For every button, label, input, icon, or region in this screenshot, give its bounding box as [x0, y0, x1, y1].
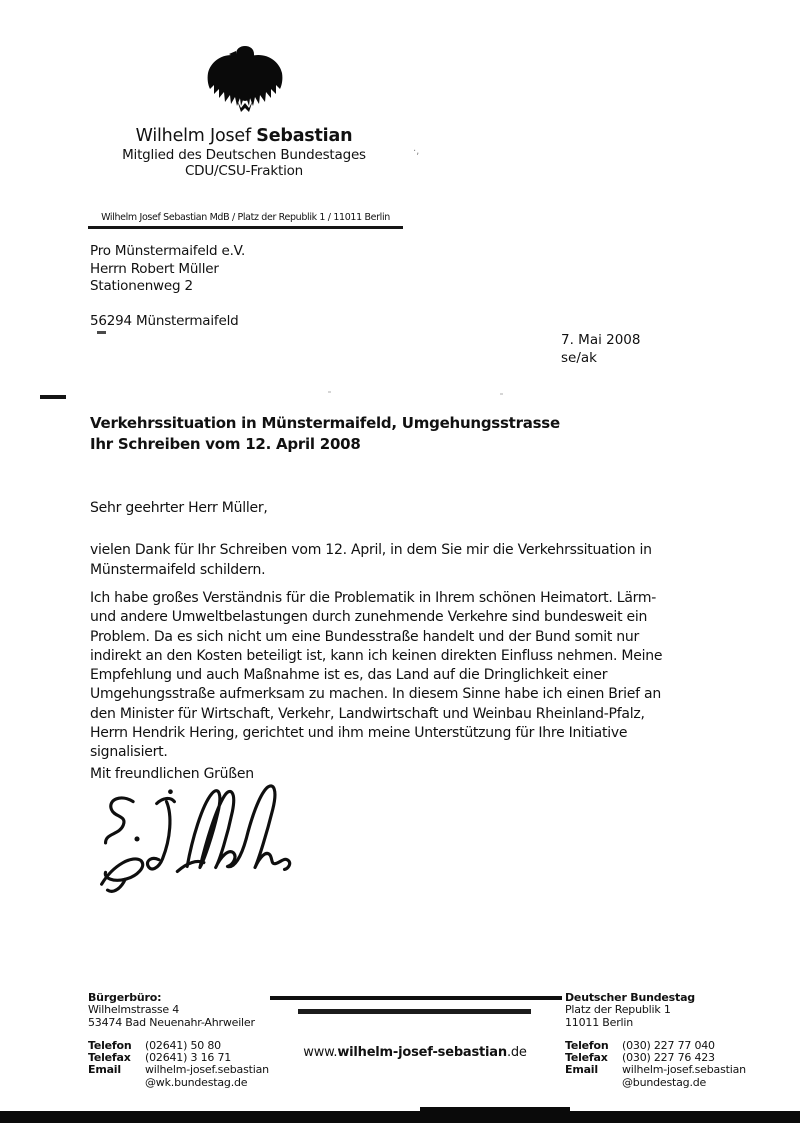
footer-bundestag-street: Platz der Republik 1 — [565, 1003, 671, 1017]
footer-divider-bar-bottom — [298, 1009, 531, 1014]
phone-label: Telefon — [88, 1038, 132, 1052]
footer-divider-bar-top — [270, 996, 562, 1000]
scan-speck — [328, 391, 331, 393]
sender-first-names: Wilhelm Josef — [135, 126, 257, 146]
sender-faction: CDU/CSU-Fraktion — [184, 163, 304, 179]
phone-label: Telefon — [565, 1038, 609, 1052]
letter-reference: se/ak — [561, 350, 597, 366]
recipient-city: 56294 Münstermaifeld — [90, 313, 239, 329]
recipient-address: Pro Münstermaifeld e.V. Herrn Robert Müller Stationenweg 2 — [90, 243, 246, 294]
date-block — [561, 331, 641, 367]
fax-label: Telefax — [88, 1051, 131, 1065]
salutation: Sehr geehrter Herr Müller, — [90, 500, 268, 516]
fax-number: (02641) 3 16 71 — [145, 1051, 232, 1065]
url-suffix: .de — [506, 1045, 527, 1060]
footer-bundestag-city: 11011 Berlin — [565, 1015, 634, 1029]
letter-date: 7. Mai 2008 — [561, 332, 641, 348]
sender-role: Mitglied des Deutschen Bundestages — [122, 147, 366, 163]
scan-artifact-band — [0, 1111, 800, 1123]
scan-speck — [500, 393, 503, 395]
bundesadler-eagle-icon — [203, 46, 287, 112]
scan-speck — [97, 331, 106, 334]
email-address — [145, 1064, 269, 1089]
body-paragraph-2: Ich habe großes Verständnis für die Problematik in Ihrem schönen Heimatort. Lärm- und andere Umweltbelastungen durch zunehmende Verkehre sind bundesweit ein Problem. Da es sich nicht um eine Bundesstraße handelt und der Bund somit nur indirekt an den Kosten beteiligt ist, kann ich keinen direkten Einfluss nehmen. Meine Empfehlung und auch Maßnahme ist es, das Land auf die Dringlichkeit einer Umgehungsstraße aufmerksam zu machen. In diesem Sinne habe ich einen Brief an den Minister für Wirtschaft, Verkehr, Landwirtschaft und Weinbau Rheinland-Pfalz, Herrn Hendrik Hering, gerichtet und ihm meine Unterstützung für Ihre Initiative signalisiert. — [90, 590, 663, 761]
handwritten-signature — [92, 778, 302, 896]
footer-website-url — [300, 1045, 530, 1060]
footer-bundestag-address — [565, 992, 746, 1089]
fax-number: (030) 227 76 423 — [622, 1051, 715, 1065]
closing-phrase: Mit freundlichen Grüßen — [90, 766, 254, 782]
url-domain: wilhelm-josef-sebastian — [337, 1045, 507, 1060]
scan-speck: ·, — [413, 146, 420, 157]
footer-office-address — [88, 992, 269, 1089]
footer-office-city: 53474 Bad Neuenahr-Ahrweiler — [88, 1015, 255, 1029]
url-prefix: www. — [303, 1045, 338, 1060]
footer-office-street: Wilhelmstrasse 4 — [88, 1003, 180, 1017]
fold-mark — [40, 395, 66, 399]
body-paragraph-1: vielen Dank für Ihr Schreiben vom 12. April, in dem Sie mir die Verkehrssituation in Münstermaifeld schildern. — [90, 542, 652, 578]
footer-office-title: Bürgerbüro: — [88, 991, 162, 1004]
phone-number: (030) 227 77 040 — [622, 1038, 715, 1052]
email-address-part1: wilhelm-josef.sebastian — [622, 1063, 746, 1077]
email-label: Email — [88, 1063, 121, 1077]
email-address-part2: @wk.bundestag.de — [145, 1075, 248, 1089]
sender-name — [94, 126, 394, 146]
subject-line: Verkehrssituation in Münstermaifeld, Umgehungsstrasse Ihr Schreiben vom 12. April 2008 — [90, 414, 560, 453]
footer-bundestag-title: Deutscher Bundestag — [565, 991, 695, 1004]
return-address-line: Wilhelm Josef Sebastian MdB / Platz der Republik 1 / 11011 Berlin — [101, 212, 390, 223]
sender-surname: Sebastian — [256, 126, 353, 146]
fax-label: Telefax — [565, 1051, 608, 1065]
phone-number: (02641) 50 80 — [145, 1038, 221, 1052]
email-label: Email — [565, 1063, 598, 1077]
email-address-part2: @bundestag.de — [622, 1075, 707, 1089]
email-address-part1: wilhelm-josef.sebastian — [145, 1063, 269, 1077]
email-address — [622, 1064, 746, 1089]
return-address-underline — [88, 226, 403, 229]
